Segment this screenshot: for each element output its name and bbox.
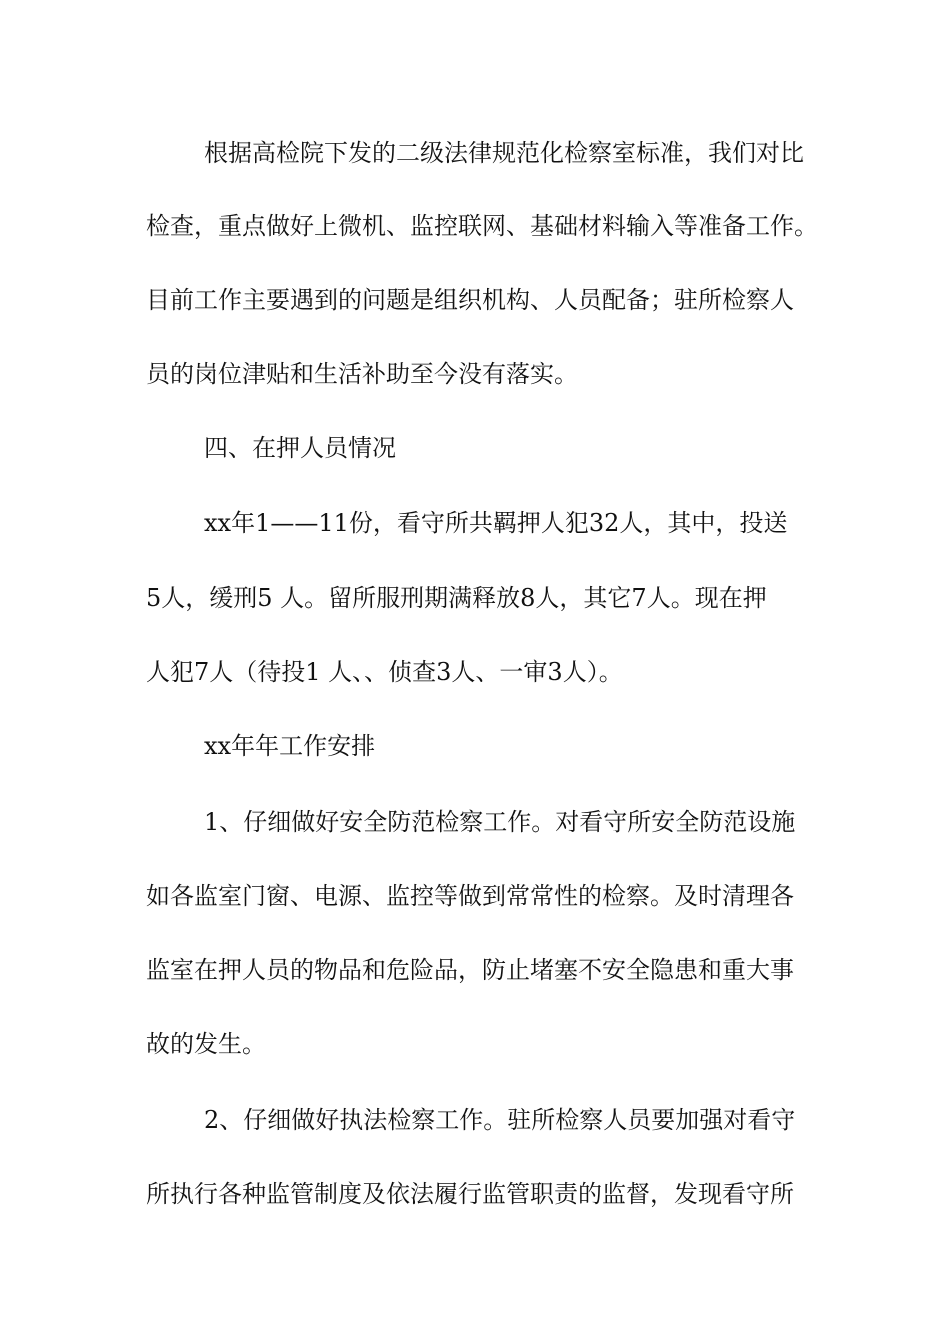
paragraph-line: 根据高检院下发的二级法律规范化检察室标准，我们对比: [204, 139, 804, 167]
paragraph-line: 监室在押人员的物品和危险品，防止堵塞不安全隐患和重大事: [146, 956, 794, 984]
paragraph-line: 检查，重点做好上微机、监控联网、基础材料输入等准备工作。: [146, 212, 818, 240]
section-heading: xx年年工作安排: [204, 732, 376, 760]
paragraph-line: 所执行各种监管制度及依法履行监管职责的监督，发现看守所: [146, 1180, 794, 1208]
paragraph-line: 5人，缓刑5 人。留所服刑期满释放8人，其它7人。现在押: [146, 584, 767, 612]
paragraph-line: 目前工作主要遇到的问题是组织机构、人员配备；驻所检察人: [146, 286, 794, 314]
paragraph-line: 人犯7人（待投1 人、、侦查3人、一审3人）。: [146, 658, 623, 686]
section-heading: 四、在押人员情况: [204, 434, 396, 462]
paragraph-line: xx年1——11份，看守所共羁押人犯32人，其中，投送: [204, 509, 788, 537]
paragraph-line: 2、仔细做好执法检察工作。驻所检察人员要加强对看守: [204, 1106, 796, 1134]
paragraph-line: 如各监室门窗、电源、监控等做到常常性的检察。及时清理各: [146, 882, 794, 910]
paragraph-line: 1、仔细做好安全防范检察工作。对看守所安全防范设施: [204, 808, 796, 836]
paragraph-line: 故的发生。: [146, 1030, 266, 1058]
paragraph-line: 员的岗位津贴和生活补助至今没有落实。: [146, 360, 578, 388]
